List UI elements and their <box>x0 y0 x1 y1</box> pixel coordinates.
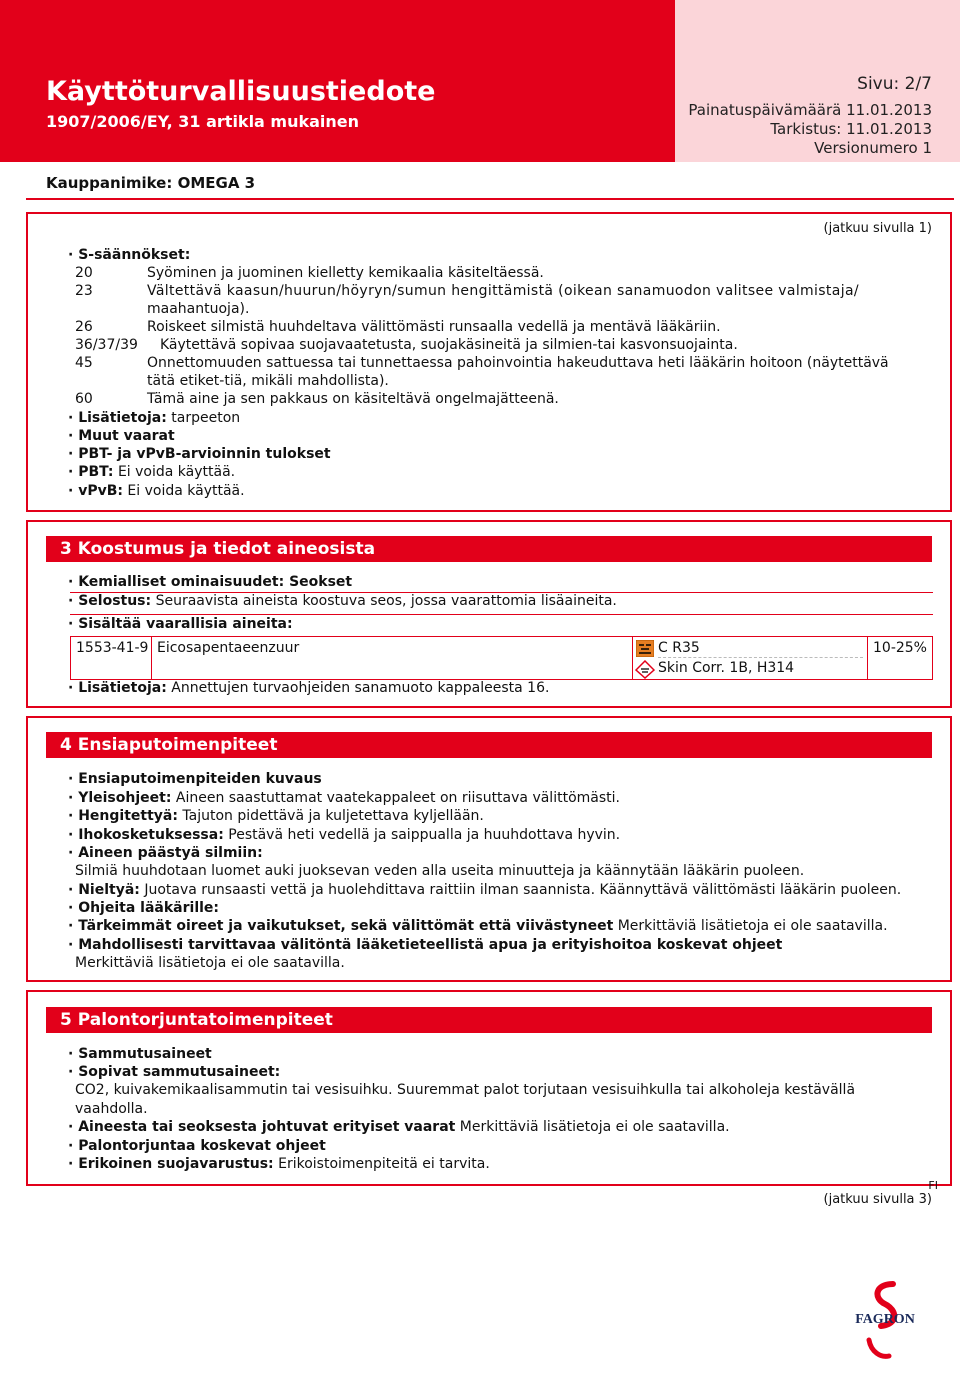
page-number: Sivu: 2/7 <box>857 74 932 94</box>
continued-from: (jatkuu sivulla 1) <box>823 221 932 236</box>
section5-title: 5 Palontorjuntatoimenpiteet <box>46 1007 932 1033</box>
hazardous-label: · Sisältää vaarallisia aineita: <box>68 616 293 632</box>
classification-dsd: C R35 <box>658 640 700 656</box>
protective-equipment: · Erikoinen suojavarustus: Erikoistoimenpiteitä ei tarvita. <box>68 1156 490 1172</box>
other-hazards: · Muut vaarat <box>68 428 175 444</box>
phrase-text: tätä etiket-tiä, mikäli mahdollista). <box>147 373 389 389</box>
corrosive-icon <box>636 640 654 657</box>
substance-name: Eicosapentaeenzuur <box>157 640 300 656</box>
eye-advice: Silmiä huuhdotaan luomet auki juoksevan veden alla useita minuutteja ja käännytään lääkärin puoleen. <box>75 863 805 879</box>
doctor-notes: · Ohjeita lääkärille: <box>68 900 220 916</box>
special-hazards: · Aineesta tai seoksesta johtuvat erityiset vaarat Merkittäviä lisätietoja ei ole saatavilla. <box>68 1119 730 1135</box>
language-code: FI <box>928 1179 938 1192</box>
phrase-code: 20 <box>75 265 93 281</box>
phrase-code: 60 <box>75 391 93 407</box>
phrase-code: 26 <box>75 319 93 335</box>
medical-aid-value: Merkittäviä lisätietoja ei ole saatavilla. <box>75 955 345 971</box>
logo-text: FAGRON <box>855 1312 915 1327</box>
vpvb-line: · vPvB: Ei voida käyttää. <box>68 483 245 499</box>
description-line: · Selostus: Seuraavista aineista koostuva seos, jossa vaarattomia lisäaineita. <box>68 593 617 609</box>
phrase-code: 23 <box>75 283 93 299</box>
firefighting-advice: · Palontorjuntaa koskevat ohjeet <box>68 1138 326 1154</box>
phrase-text: maahantuoja). <box>147 301 250 317</box>
pbt-line: · PBT: Ei voida käyttää. <box>68 464 236 480</box>
general-advice: · Yleisohjeet: Aineen saastuttamat vaatekappaleet on riisuttava välittömästi. <box>68 790 620 806</box>
fagron-logo <box>845 1280 925 1360</box>
symptoms-line: · Tärkeimmät oireet ja vaikutukset, sekä välittömät että viivästyneet Merkittäviä lisätietoja ei ole saatavilla. <box>68 918 888 934</box>
extinguishing-media: · Sammutusaineet <box>68 1046 212 1062</box>
revision-date: Tarkistus: 11.01.2013 <box>770 120 932 138</box>
section3-extra: · Lisätietoja: Annettujen turvaohjeiden sanamuoto kappaleesta 16. <box>68 680 550 696</box>
phrase-text: Tämä aine ja sen pakkaus on käsiteltävä ongelmajätteenä. <box>147 391 559 407</box>
phrase-code: 45 <box>75 355 93 371</box>
ghs-corrosion-icon <box>635 660 655 679</box>
suitable-media-value: CO2, kuivakemikaalisammutin tai vesisuihku. Suuremmat palot torjutaan vesisuihkulla tai alkoholeja kestävällä <box>75 1082 856 1098</box>
phrase-text: Vältettävä kaasun/huurun/höyryn/sumun hengittämistä (oikean sanamuodon valitsee valmistaja/ <box>147 283 859 299</box>
section4-title: 4 Ensiaputoimenpiteet <box>46 732 932 758</box>
phrase-text: Käytettävä sopivaa suojavaatetusta, suojakäsineitä ja silmien-tai kasvonsuojainta. <box>160 337 738 353</box>
version-number: Versionumero 1 <box>814 139 932 157</box>
document-subtitle: 1907/2006/EY, 31 artikla mukainen <box>46 112 360 131</box>
ingestion-advice: · Nieltyä: Juotava runsaasti vettä ja huolehdittava raittiin ilman saannista. Käännyttävä välittömästi lääkärin puoleen. <box>68 882 902 898</box>
divider <box>26 198 954 200</box>
suitable-media-label: · Sopivat sammutusaineet: <box>68 1064 281 1080</box>
eye-label: · Aineen päästyä silmiin: <box>68 845 263 861</box>
phrase-code: 36/37/39 <box>75 337 138 353</box>
extra-info: · Lisätietoja: tarpeeton <box>68 410 241 426</box>
continued-to: (jatkuu sivulla 3) <box>823 1192 932 1207</box>
skin-advice: · Ihokosketuksessa: Pestävä heti vedellä ja saippualla ja huuhdottava hyvin. <box>68 827 621 843</box>
cas-number: 1553-41-9 <box>76 640 149 656</box>
document-title: Käyttöturvallisuustiedote <box>46 76 436 107</box>
hazardous-table <box>70 636 933 680</box>
medical-aid-label: · Mahdollisesti tarvittavaa välitöntä lääketieteellistä apua ja erityishoitoa koskevat ohjeet <box>68 937 783 953</box>
phrase-text: Roiskeet silmistä huuhdeltava välittömästi runsaalla vedellä ja mentävä lääkäriin. <box>147 319 721 335</box>
trade-name: Kauppanimike: OMEGA 3 <box>46 174 256 192</box>
print-date: Painatuspäivämäärä 11.01.2013 <box>688 101 932 119</box>
first-aid-desc: · Ensiaputoimenpiteiden kuvaus <box>68 771 322 787</box>
chem-properties: · Kemialliset ominaisuudet: Seokset <box>68 574 353 590</box>
section3-title: 3 Koostumus ja tiedot aineosista <box>46 536 932 562</box>
s-phrases-label: · S-säännökset: <box>68 247 191 263</box>
phrase-text: Syöminen ja juominen kielletty kemikaalia käsiteltäessä. <box>147 265 544 281</box>
phrase-text: Onnettomuuden sattuessa tai tunnettaessa pahoinvointia hakeuduttava heti lääkärin hoitoon (näytettävä <box>147 355 889 371</box>
classification-clp: Skin Corr. 1B, H314 <box>658 660 795 676</box>
suitable-media-value: vaahdolla. <box>75 1101 148 1117</box>
concentration: 10-25% <box>873 640 927 656</box>
pbt-results: · PBT- ja vPvB-arvioinnin tulokset <box>68 446 331 462</box>
inhalation-advice: · Hengitettyä: Tajuton pidettävä ja kuljetettava kyljellään. <box>68 808 484 824</box>
